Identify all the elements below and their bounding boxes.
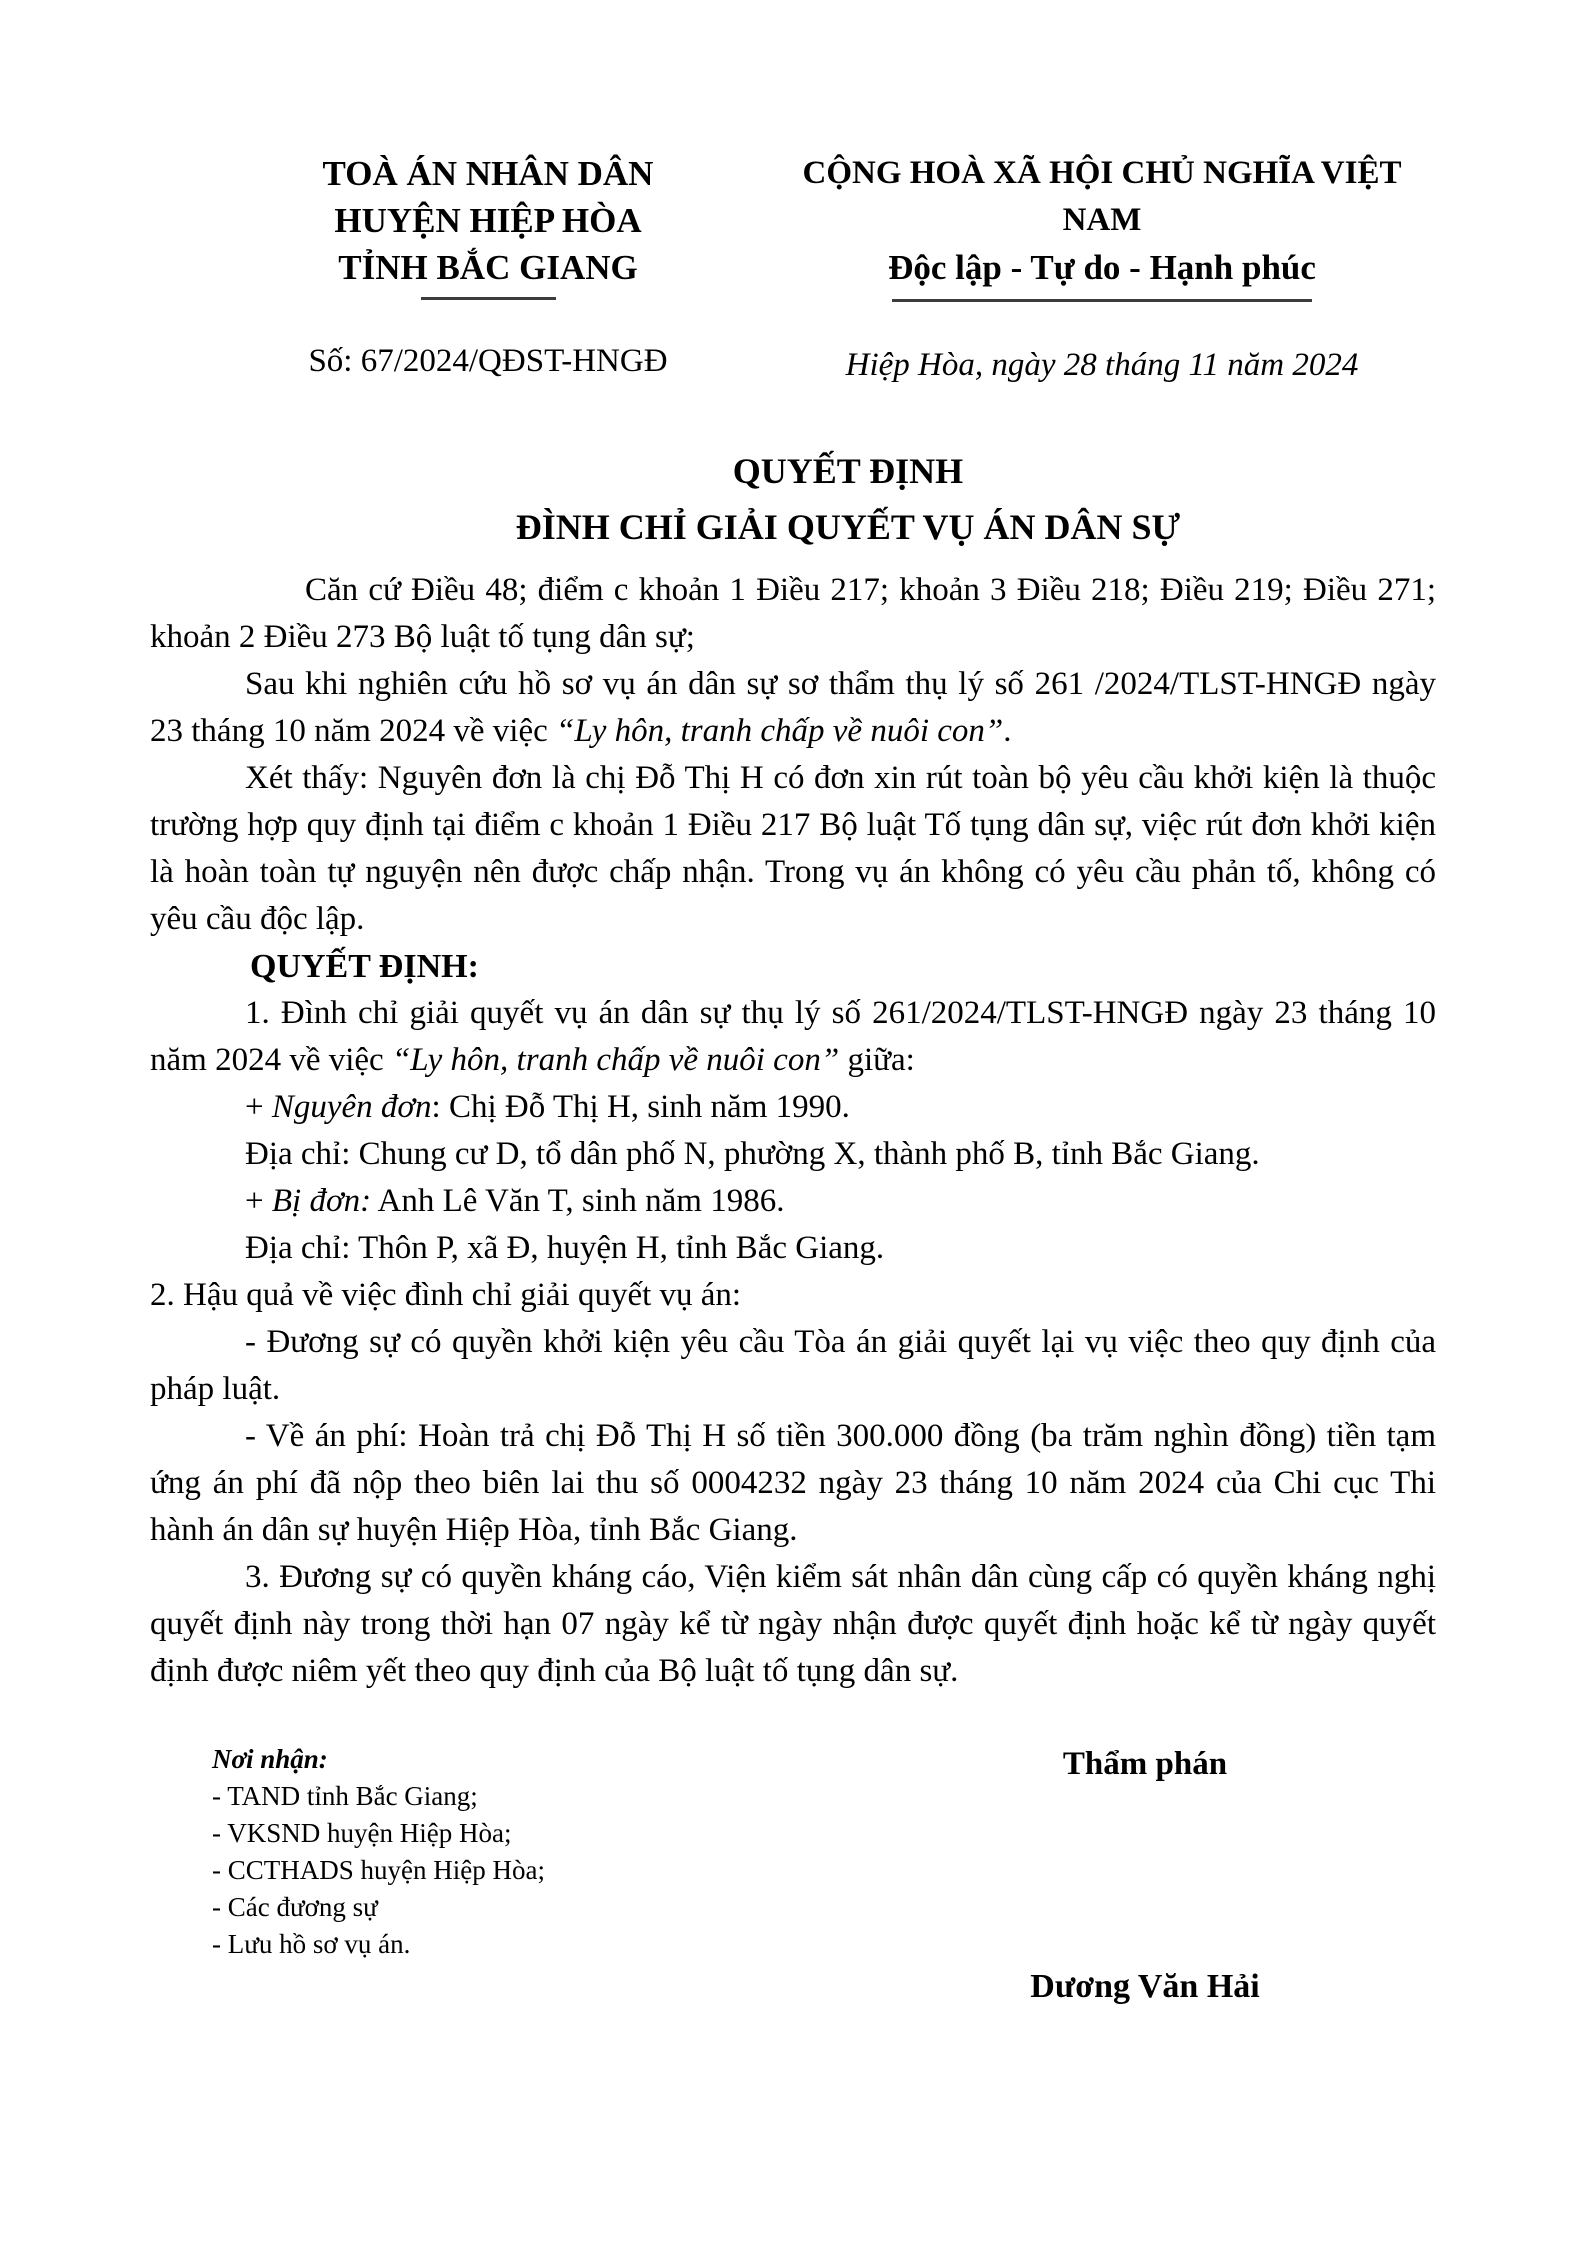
paragraph-refiling-right: - Đương sự có quyền khởi kiện yêu cầu Tòa án giải quyết lại vụ việc theo quy định của pháp luật.	[150, 1324, 1436, 1407]
paragraph-findings: Xét thấy: Nguyên đơn là chị Đỗ Thị H có đơn xin rút toàn bộ yêu cầu khởi kiện là thuộc trường hợp quy định tại điểm c khoản 1 Điều 217 Bộ luật Tố tụng dân sự, việc rút đơn khởi kiện là hoàn toàn tự nguyện nên được chấp nhận. Trong vụ án không có yêu cầu phản tố, không có yêu cầu độc lập.	[150, 760, 1436, 937]
separator-line	[421, 297, 556, 300]
recipients-block	[150, 1741, 910, 1963]
court-name-line1: TOÀ ÁN NHÂN DÂN	[322, 154, 654, 193]
document-footer	[150, 1741, 1436, 2010]
signer-name: Dương Văn Hải	[1030, 1968, 1260, 2005]
issuing-court-block	[208, 150, 768, 385]
recipients-list	[212, 1778, 910, 1963]
party-role-italic: Bị đơn:	[271, 1183, 372, 1219]
paragraph-court-fee: - Về án phí: Hoàn trả chị Đỗ Thị H số tiền 300.000 đồng (ba trăm nghìn đồng) tiền tạm ứng án phí đã nộp theo biên lai thu số 0004232 ngày 23 tháng 10 năm 2024 của Chi cục Thi hành án dân sự huyện Hiệp Hòa, tỉnh Bắc Giang.	[150, 1418, 1436, 1548]
document-body	[150, 567, 1436, 1695]
court-name-line2: HUYỆN HIỆP HÒA	[334, 201, 642, 240]
separator-line	[892, 299, 1312, 302]
recipient-item: - Các đương sự	[212, 1892, 378, 1922]
case-subject-italic: “Ly hôn, tranh chấp về nuôi con”	[391, 1042, 840, 1078]
recipient-item: - TAND tỉnh Bắc Giang;	[212, 1781, 478, 1811]
party-role-italic: Nguyên đơn	[271, 1089, 432, 1125]
recipient-item: - Lưu hồ sơ vụ án.	[212, 1929, 411, 1959]
recipient-item: - CCTHADS huyện Hiệp Hòa;	[212, 1855, 545, 1885]
text-segment: 1. Đình chỉ giải quyết vụ án dân sự thụ lý số 261/2024/TLST-HNGĐ ngày 23 tháng 10 năm 2024 về việc	[150, 995, 1436, 1078]
document-header	[150, 150, 1436, 389]
text-segment: : Chị Đỗ Thị H, sinh năm 1990.	[431, 1089, 850, 1125]
signature-block	[910, 1741, 1380, 2010]
paragraph-defendant	[150, 1178, 1436, 1225]
document-number: Số: 67/2024/QĐST-HNGĐ	[308, 343, 668, 379]
paragraph-legal-basis: Căn cứ Điều 48; điểm c khoản 1 Điều 217; khoản 3 Điều 218; Điều 219; Điều 271; khoản 2 Điều 273 Bộ luật tố tụng dân sự;	[150, 572, 1436, 655]
document-title-line1: QUYẾT ĐỊNH	[732, 451, 964, 491]
decision-section-heading: QUYẾT ĐỊNH:	[250, 948, 479, 985]
text-segment: +	[245, 1089, 272, 1125]
paragraph-appeal-right: 3. Đương sự có quyền kháng cáo, Viện kiểm sát nhân dân cùng cấp có quyền kháng nghị quyết định này trong thời hạn 07 ngày kể từ ngày nhận được quyết định hoặc kể từ ngày quyết định được niêm yết theo quy định của Bộ luật tố tụng dân sự.	[150, 1559, 1436, 1689]
place-date-line: Hiệp Hòa, ngày 28 tháng 11 năm 2024	[845, 347, 1359, 383]
signature-space	[910, 1788, 1380, 1963]
court-name-line3: TỈNH BẮC GIANG	[338, 248, 638, 287]
paragraph-decision-2: 2. Hậu quả về việc đình chỉ giải quyết vụ án:	[150, 1277, 742, 1313]
document-title-line2: ĐÌNH CHỈ GIẢI QUYẾT VỤ ÁN DÂN SỰ	[515, 507, 1181, 547]
document-title	[150, 443, 1436, 555]
paragraph-case-review	[150, 661, 1436, 755]
national-motto-block	[768, 150, 1436, 389]
paragraph-plaintiff-address: Địa chỉ: Chung cư D, tổ dân phố N, phường X, thành phố B, tỉnh Bắc Giang.	[245, 1136, 1260, 1172]
recipients-label: Nơi nhận:	[212, 1744, 328, 1774]
case-subject-italic: “Ly hôn, tranh chấp về nuôi con”	[556, 713, 1004, 749]
text-segment: Anh Lê Văn T, sinh năm 1986.	[371, 1183, 785, 1219]
paragraph-plaintiff	[150, 1084, 1436, 1131]
text-segment: +	[245, 1183, 272, 1219]
text-segment: Sau khi nghiên cứu hồ sơ vụ án dân sự sơ thẩm thụ lý số 261 /2024/TLST-HNGĐ ngày 23 tháng 10 năm 2024 về việc	[150, 666, 1436, 749]
paragraph-defendant-address: Địa chỉ: Thôn P, xã Đ, huyện H, tỉnh Bắc Giang.	[245, 1230, 885, 1266]
text-segment: .	[1003, 713, 1012, 749]
national-motto: Độc lập - Tự do - Hạnh phúc	[888, 248, 1316, 287]
signer-title: Thẩm phán	[1062, 1746, 1228, 1782]
recipient-item: - VKSND huyện Hiệp Hòa;	[212, 1818, 512, 1848]
national-title: CỘNG HOÀ XÃ HỘI CHỦ NGHĨA VIỆT NAM	[802, 155, 1402, 238]
text-segment: giữa:	[839, 1042, 915, 1078]
paragraph-decision-1	[150, 990, 1436, 1084]
